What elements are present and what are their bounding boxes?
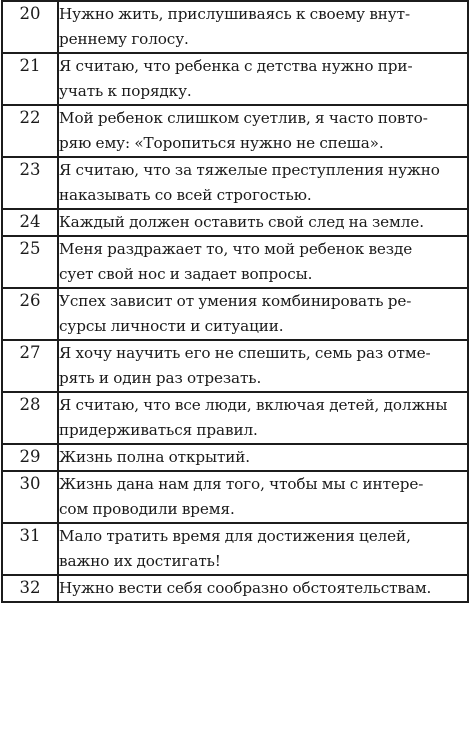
statement-text [58,392,468,444]
statement-line: Я считаю, что за тяжелые преступления нужно [59,161,440,179]
row-number: 26 [2,288,58,340]
row-number: 23 [2,157,58,209]
statement-text [58,523,468,575]
statement-line: Мой ребенок слишком суетлив, я часто повто- [59,109,428,127]
table-row [2,53,468,105]
statement-text [58,340,468,392]
statement-line: Жизнь полна открытий. [59,448,251,466]
row-number: 21 [2,53,58,105]
statement-line: Меня раздражает то, что мой ребенок везде [59,240,413,258]
table-row [2,236,468,288]
statement-text [58,209,468,236]
table-row [2,444,468,471]
statement-line: учать к порядку. [59,82,192,100]
row-number: 32 [2,575,58,602]
row-number: 28 [2,392,58,444]
row-number: 24 [2,209,58,236]
statement-line: Успех зависит от умения комбинировать ре- [59,292,412,310]
row-number: 25 [2,236,58,288]
statement-text [58,105,468,157]
table-row [2,471,468,523]
statements-table [1,0,469,603]
statement-line: Я считаю, что ребенка с детства нужно при- [59,57,413,75]
table-row [2,288,468,340]
statement-line: Нужно вести себя сообразно обстоятельствам. [59,579,432,597]
table-row [2,157,468,209]
table-row [2,523,468,575]
statement-text [58,1,468,53]
statement-line: Жизнь дана нам для того, чтобы мы с интере- [59,475,424,493]
statement-text [58,53,468,105]
table-row [2,209,468,236]
statement-line: Каждый должен оставить свой след на земле. [59,213,424,231]
statement-line: рять и один раз отрезать. [59,369,262,387]
statement-text [58,157,468,209]
row-number: 22 [2,105,58,157]
statement-line: Я хочу научить его не спешить, семь раз отме- [59,344,431,362]
statement-line: важно их достигать! [59,552,221,570]
statement-line: Я считаю, что все люди, включая детей, должны [59,396,448,414]
row-number: 20 [2,1,58,53]
statement-line: сурсы личности и ситуации. [59,317,284,335]
table-row [2,105,468,157]
statement-text [58,444,468,471]
statement-line: наказывать со всей строгостью. [59,186,312,204]
row-number: 30 [2,471,58,523]
row-number: 29 [2,444,58,471]
statement-line: ряю ему: «Торопиться нужно не спеша». [59,134,384,152]
statement-line: придерживаться правил. [59,421,258,439]
table-row [2,392,468,444]
statement-line: сом проводили время. [59,500,235,518]
statement-text [58,288,468,340]
table-row [2,1,468,53]
statement-line: реннему голосу. [59,30,189,48]
statement-text [58,471,468,523]
statement-line: Мало тратить время для достижения целей, [59,527,411,545]
statement-text [58,575,468,602]
table-row [2,575,468,602]
statement-line: Нужно жить, прислушиваясь к своему внут- [59,5,410,23]
table-row [2,340,468,392]
statement-line: сует свой нос и задает вопросы. [59,265,313,283]
row-number: 27 [2,340,58,392]
statement-text [58,236,468,288]
row-number: 31 [2,523,58,575]
